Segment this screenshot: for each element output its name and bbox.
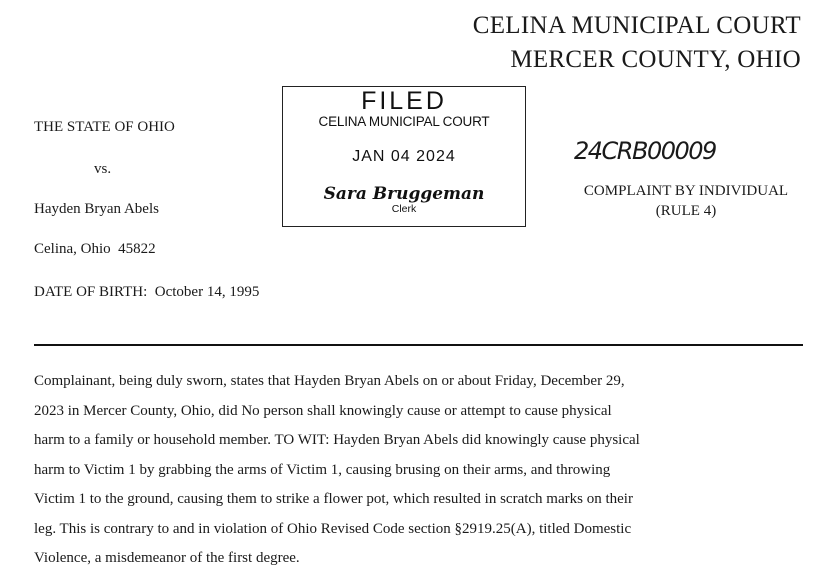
statement-line: harm to a family or household member. TO WIT: Hayden Bryan Abels did knowingly cause physical <box>34 432 640 448</box>
clerk-signature: Sara Bruggeman <box>323 184 485 204</box>
stamp-filed-date: JAN 04 2024 <box>352 148 456 165</box>
defendant-city: Celina, Ohio 45822 <box>34 241 156 257</box>
versus-label: vs. <box>94 161 112 177</box>
statement-line: Complainant, being duly sworn, states that Hayden Bryan Abels on or about Friday, December 29, <box>34 373 625 389</box>
filed-stamp <box>282 86 526 227</box>
section-divider <box>34 344 803 346</box>
plaintiff-name: THE STATE OF OHIO <box>34 119 175 135</box>
case-number-handwritten: 24CRB00009 <box>574 137 716 165</box>
complaint-statement <box>34 367 810 574</box>
defendant-name: Hayden Bryan Abels <box>34 201 159 217</box>
court-county: MERCER COUNTY, OHIO <box>510 46 801 73</box>
complaint-type-rule: (RULE 4) <box>655 203 717 219</box>
statement-line: Violence, a misdemeanor of the first degree. <box>34 550 300 566</box>
statement-line: harm to Victim 1 by grabbing the arms of Victim 1, causing brusing on their arms, and throwing <box>34 461 611 478</box>
stamp-filed-label: FILED <box>361 87 447 115</box>
defendant-date-of-birth: DATE OF BIRTH: October 14, 1995 <box>34 284 260 300</box>
stamp-clerk-label: Clerk <box>391 203 417 215</box>
complaint-type-title: COMPLAINT BY INDIVIDUAL <box>583 183 789 199</box>
court-name: CELINA MUNICIPAL COURT <box>472 12 801 39</box>
statement-line: Victim 1 to the ground, causing them to strike a flower pot, which resulted in scratch marks on their <box>34 491 633 507</box>
statement-line: 2023 in Mercer County, Ohio, did No person shall knowingly cause or attempt to cause physical <box>34 402 612 419</box>
complaint-type <box>560 181 812 221</box>
stamp-court-name: CELINA MUNICIPAL COURT <box>318 114 490 129</box>
statement-line: leg. This is contrary to and in violation of Ohio Revised Code section §2919.25(A), titled Domestic <box>34 520 632 537</box>
